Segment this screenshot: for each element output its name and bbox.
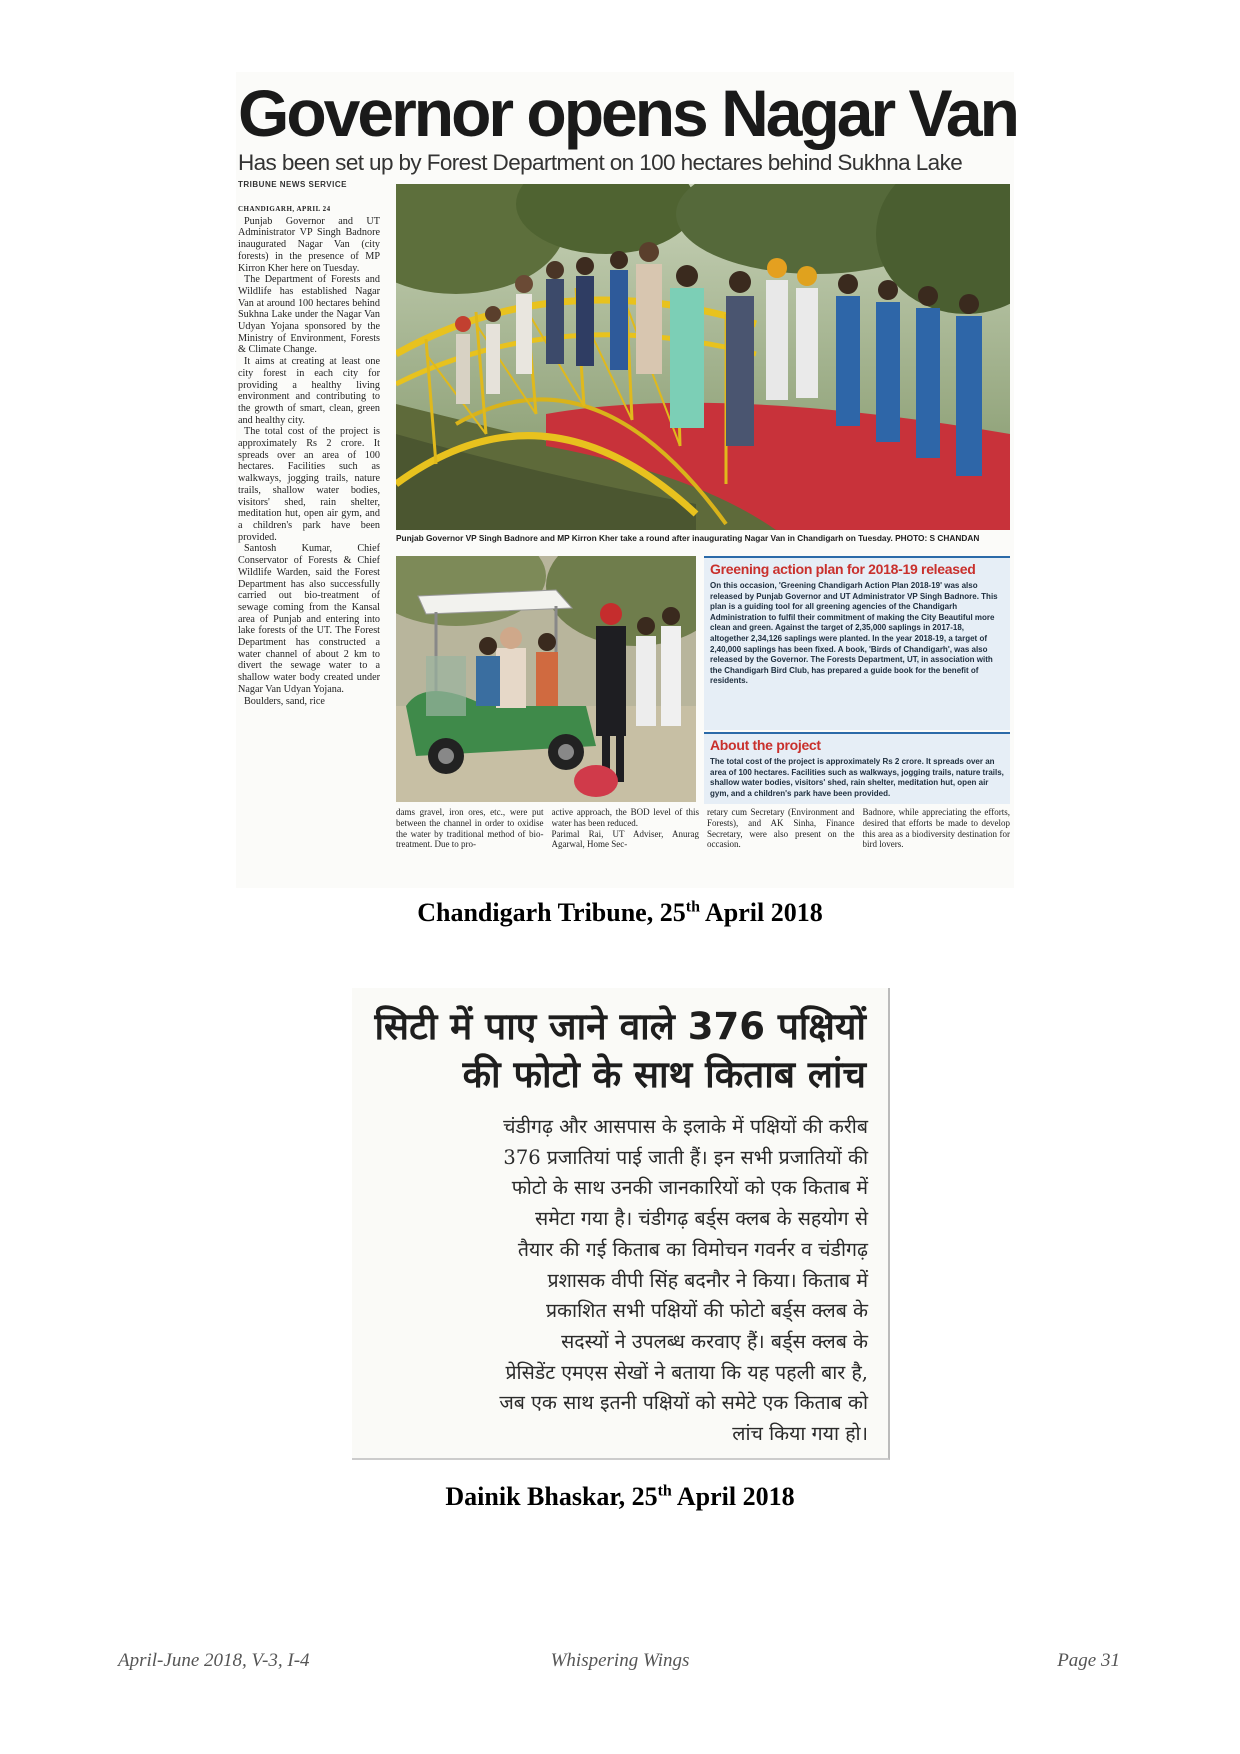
bottom-column-text: retary cum Secretary (Environment and Forests), and AK Sinha, Finance Secretary, were also present on the occasion.: [707, 807, 855, 850]
tribune-paragraph: The total cost of the project is approximately Rs 2 crore. It spreads over an area of 100 hectares. Facilities such as walkways, jogging trails, nature trails, shallow water bodies, visitors' shed, rain shelter, meditation hut, open air gym, and a children's park have been provided.: [238, 426, 380, 543]
tribune-bottom-columns: [396, 807, 1010, 887]
source-date: April 2018: [699, 898, 823, 927]
bridge-photo-illustration: [396, 184, 1010, 530]
bhaskar-body-line: जब एक साथ इतनी पक्षियों को समेटे एक किताब को: [499, 1391, 868, 1415]
greening-box-title: Greening action plan for 2018-19 released: [710, 561, 976, 577]
tribune-paragraph: Santosh Kumar, Chief Conservator of Forests & Chief Wildlife Warden, said the Forest Department has also successfully carried out bio-treatment of sewage coming from the Kansal area of Punjab and entering into lake forests of the UT. The Forest Department has constructed a water channel of about 2 km to divert the sewage water to a shallow water body created under Nagar Van Udyan Yojana.: [238, 543, 380, 695]
bhaskar-source-caption: [0, 1482, 1240, 1512]
bottom-column-text: Parimal Rai, UT Adviser, Anurag Agarwal, Home Sec-: [551, 828, 699, 850]
tribune-paragraph: The Department of Forests and Wildlife has established Nagar Van at around 100 hectares behind Sukhna Lake under the Nagar Van Udyan Yojana sponsored by the Ministry of Environment, Forests & Climate Change.: [238, 274, 380, 356]
bridge-photo-caption: Punjab Governor VP Singh Badnore and MP Kirron Kher take a round after inaugurating Nagar Van in Chandigarh on Tuesday. PHOTO: S CHANDAN: [396, 533, 980, 543]
tribune-source-caption: [0, 898, 1240, 928]
about-project-text: The total cost of the project is approximately Rs 2 crore. It spreads over an area of 100 hectares. Facilities such as walkways, jogging trails, nature trails, shallow water bodies, visitors' shed, rain shelter, meditation hut, open air gym, and a children's park have been provided.: [710, 757, 1004, 798]
bhaskar-body-line: फोटो के साथ उनकी जानकारियों को एक किताब में: [511, 1176, 868, 1200]
tribune-headline: Governor opens Nagar Van: [238, 76, 1017, 150]
bhaskar-body-line: प्रकाशित सभी पक्षियों की फोटो बर्ड्स क्लब के: [545, 1299, 868, 1323]
bhaskar-headline-line2: की फोटो के साथ किताब लांच: [462, 1053, 866, 1096]
bottom-column-text: dams gravel, iron ores, etc., were put between the channel in order to oxidise the water by traditional method of bio-treatment. Due to pro-: [396, 807, 544, 850]
tribune-paragraph: It aims at creating at least one city forest in each city for providing a healthy living environment and contributing to the growth of smart, clean, green and healthy city.: [238, 356, 380, 426]
footer-issue: April-June 2018, V-3, I-4: [118, 1650, 310, 1671]
source-ordinal: th: [657, 1482, 672, 1500]
greening-box-text: On this occasion, 'Greening Chandigarh Action Plan 2018-19' was also released by Punjab Governor and UT Administrator VP Singh Badnore. This plan is a guiding tool for all greening agencies of the Chandigarh Administration to fulfil their commitment of making the City Beautiful more clean and green. Against the target of 2,35,000 saplings in 2017-18, altogether 2,34,126 saplings were planted. In the year 2018-19, a target of 2,40,000 saplings has been fixed. A book, 'Birds of Chandigarh', was also released by the Governor. The Forests Department, UT, in association with the Chandigarh Bird Club, has prepared a guide book for the benefit of residents.: [710, 581, 998, 686]
bottom-column: [552, 807, 700, 887]
source-ordinal: th: [685, 898, 700, 916]
golf-cart-illustration: [396, 556, 696, 802]
footer-magazine-title: Whispering Wings: [550, 1650, 690, 1671]
bottom-column-text: Badnore, while appreciating the efforts, desired that efforts be made to develop this area as a biodiversity destination for bird lovers.: [862, 807, 1010, 850]
tribune-dateline: CHANDIGARH, APRIL 24: [238, 205, 331, 213]
bottom-column: [707, 807, 855, 887]
golf-cart-photo: [396, 556, 696, 802]
bhaskar-body-line: तैयार की गई किताब का विमोचन गवर्नर व चंडीगढ़: [517, 1237, 868, 1261]
bottom-column-text: active approach, the BOD level of this water has been reduced.: [551, 807, 699, 828]
source-date: April 2018: [671, 1482, 795, 1511]
source-name: Dainik Bhaskar, 25: [445, 1482, 658, 1511]
bhaskar-body-line: 376 प्रजातियां पाई जाती हैं। इन सभी प्रजातियों की: [503, 1145, 868, 1169]
tribune-article-column: [238, 204, 380, 884]
greening-action-plan-box: [704, 556, 1010, 730]
bhaskar-body-line: समेटा गया है। चंडीगढ़ बर्ड्स क्लब के सहयोग से: [535, 1207, 868, 1231]
bottom-column: [396, 807, 544, 887]
bhaskar-article-body: [364, 1112, 868, 1450]
bridge-inauguration-photo: [396, 184, 1010, 530]
bottom-column: [863, 807, 1011, 887]
bhaskar-body-line: सदस्यों ने उपलब्ध करवाए हैं। बर्ड्स क्लब के: [561, 1329, 868, 1353]
about-project-box: [704, 732, 1010, 804]
about-project-title: About the project: [710, 737, 821, 753]
bhaskar-headline-line1: सिटी में पाए जाने वाले 376 पक्षियों: [374, 1005, 866, 1048]
bhaskar-body-line: लांच किया गया हो।: [732, 1422, 868, 1446]
tribune-paragraph: Boulders, sand, rice: [244, 695, 325, 707]
source-name: Chandigarh Tribune, 25: [417, 898, 686, 927]
tribune-byline: TRIBUNE NEWS SERVICE: [238, 180, 347, 189]
footer-page-number: Page 31: [1057, 1650, 1120, 1671]
bhaskar-body-line: चंडीगढ़ और आसपास के इलाके में पक्षियों की करीब: [503, 1115, 868, 1138]
bhaskar-body-line: प्रेसिडेंट एमएस सेखों ने बताया कि यह पहली बार है,: [505, 1360, 868, 1384]
bhaskar-clipping: [352, 988, 890, 1460]
bhaskar-body-line: प्रशासक वीपी सिंह बदनौर ने किया। किताब में: [547, 1268, 868, 1292]
tribune-paragraph: Punjab Governor and UT Administrator VP Singh Badnore inaugurated Nagar Van (city forests) in the presence of MP Kirron Kher here on Tuesday.: [238, 215, 380, 274]
tribune-subhead: Has been set up by Forest Department on 100 hectares behind Sukhna Lake: [238, 150, 963, 175]
tribune-clipping: [236, 72, 1017, 888]
